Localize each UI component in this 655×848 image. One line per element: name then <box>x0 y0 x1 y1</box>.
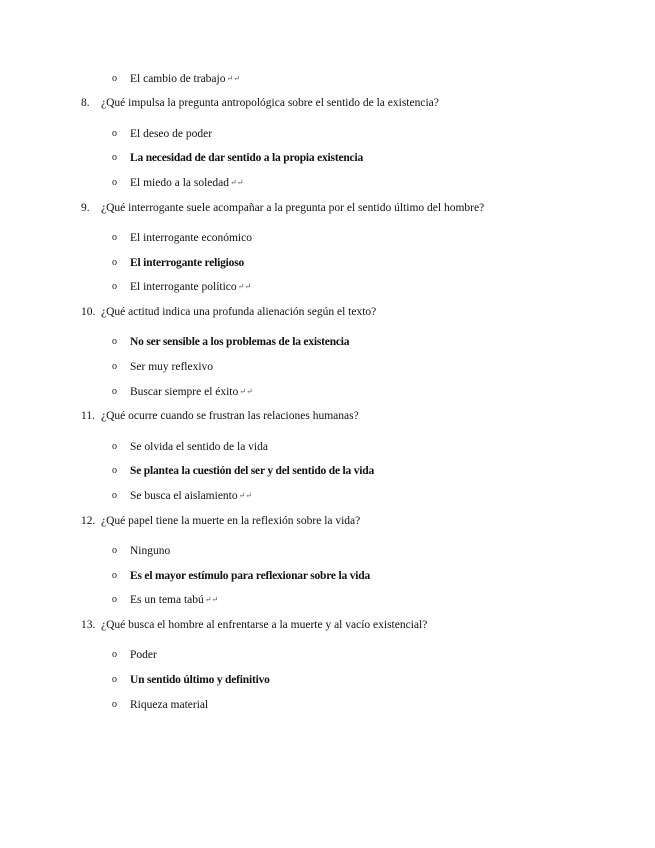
option-text: Se olvida el sentido de la vida <box>130 441 268 453</box>
question-text: ¿Qué impulsa la pregunta antropológica sobre el sentido de la existencia? <box>101 97 439 109</box>
question-number: 8. <box>81 97 90 109</box>
question-text: ¿Qué ocurre cuando se frustran las relaciones humanas? <box>101 410 359 422</box>
correct-option-text: Es el mayor estímulo para reflexionar sobre la vida <box>130 570 371 582</box>
question-text: ¿Qué papel tiene la muerte en la reflexión sobre la vida? <box>101 515 361 527</box>
list-bullet: o <box>112 73 117 84</box>
option <box>130 593 218 607</box>
option <box>130 176 243 190</box>
option <box>130 280 251 294</box>
option-text: Es un tema tabú <box>130 594 204 606</box>
list-bullet: o <box>112 386 117 397</box>
question-text: ¿Qué interrogante suele acompañar a la pregunta por el sentido último del hombre? <box>101 202 485 214</box>
list-bullet: o <box>112 281 117 292</box>
question-number: 13. <box>81 619 96 631</box>
question-number: 12. <box>81 515 96 527</box>
list-bullet: o <box>112 465 117 476</box>
list-bullet: o <box>112 336 117 347</box>
option-text: Buscar siempre el éxito <box>130 386 239 398</box>
paragraph-return-mark: ↵↵ <box>230 178 244 187</box>
list-bullet: o <box>112 699 117 710</box>
question-number: 10. <box>81 306 96 318</box>
option-text: Se busca el aislamiento <box>130 490 238 502</box>
list-bullet: o <box>112 570 117 581</box>
option-text: Poder <box>130 649 157 661</box>
list-bullet: o <box>112 152 117 163</box>
question-text: ¿Qué actitud indica una profunda alienación según el texto? <box>101 306 377 318</box>
correct-option-text: Un sentido último y definitivo <box>130 674 270 686</box>
option-text: El miedo a la soledad <box>130 177 229 189</box>
continued-option <box>130 72 240 86</box>
correct-option-text: La necesidad de dar sentido a la propia existencia <box>130 152 364 164</box>
list-bullet: o <box>112 649 117 660</box>
question-text: ¿Qué busca el hombre al enfrentarse a la muerte y al vacío existencial? <box>101 619 428 631</box>
paragraph-return-mark: ↵↵ <box>238 491 253 500</box>
list-bullet: o <box>112 177 117 188</box>
list-bullet: o <box>112 232 117 243</box>
paragraph-return-mark: ↵↵ <box>239 387 253 396</box>
option-text: El cambio de trabajo <box>130 73 226 85</box>
list-bullet: o <box>112 594 117 605</box>
option-text: El deseo de poder <box>130 128 213 140</box>
correct-option-text: No ser sensible a los problemas de la existencia <box>130 336 350 348</box>
option-text: Ser muy reflexivo <box>130 361 214 373</box>
question-number: 11. <box>81 410 95 422</box>
list-bullet: o <box>112 441 117 452</box>
list-bullet: o <box>112 490 117 501</box>
option-text: El interrogante político <box>130 281 237 293</box>
correct-option-text: Se plantea la cuestión del ser y del sentido de la vida <box>130 465 375 477</box>
option <box>130 385 253 399</box>
list-bullet: o <box>112 674 117 685</box>
paragraph-return-mark: ↵↵ <box>237 282 252 291</box>
option-text: El interrogante económico <box>130 232 252 244</box>
list-bullet: o <box>112 257 117 268</box>
list-bullet: o <box>112 545 117 556</box>
correct-option-text: El interrogante religioso <box>130 257 245 269</box>
option-text: Ninguno <box>130 545 171 557</box>
list-bullet: o <box>112 361 117 372</box>
paragraph-return-mark: ↵↵ <box>204 595 219 604</box>
option-text: Riqueza material <box>130 699 209 711</box>
list-bullet: o <box>112 128 117 139</box>
option <box>130 489 252 503</box>
paragraph-return-mark: ↵↵ <box>226 74 240 83</box>
question-number: 9. <box>81 202 90 214</box>
